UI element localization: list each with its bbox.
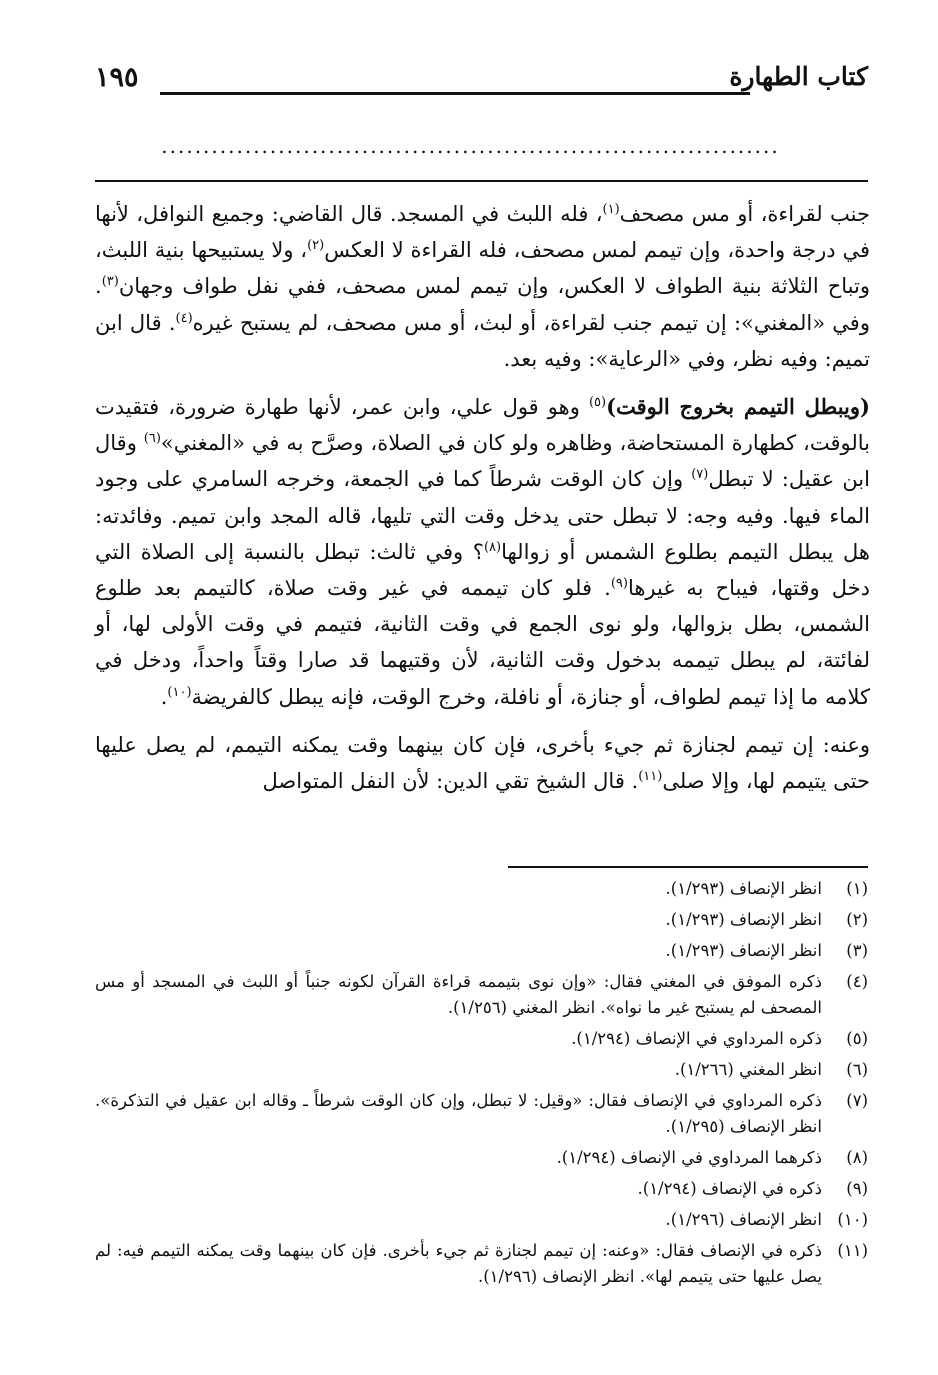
header-rule: [160, 92, 750, 95]
text-span: . قال ابن تميم: وفيه نظر، وفي «الرعاية»: وفيه بعد.: [95, 310, 870, 371]
text-span: ، فله اللبث في المسجد. قال القاضي: وجميع النوافل، لأنها في درجة واحدة، وإن تيمم لمس مصحف، فله القراءة لا العكس: [95, 202, 870, 263]
footnote-text: ذكره في الإنصاف فقال: «وعنه: إن تيمم لجنازة ثم جيء بأخرى. فإن كان بينهما وقت يمكنه التيمم فيه: لم يصل عليها حتى يتيمم لها». انظر الإنصاف (١/٢٩٦).: [95, 1241, 822, 1286]
footnote-text: ذكره المرداوي في الإنصاف (١/٢٩٤).: [571, 1029, 822, 1048]
footnote-ref: (٣): [101, 274, 119, 290]
footnote-ref: (١٠): [167, 684, 192, 700]
footnote-number: (١١): [837, 1241, 868, 1260]
footnote-ref: (١١): [638, 769, 663, 785]
footnote-item: [95, 938, 868, 964]
footnote-ref: (٢): [307, 238, 325, 254]
footnote-item: [95, 1026, 868, 1052]
text-span: جنب لقراءة، أو مس مصحف: [619, 202, 870, 226]
page-number: ١٩٥: [95, 62, 139, 93]
footnote-number: (٧): [846, 1091, 868, 1110]
footnote-text: ذكره الموفق في المغني فقال: «وإن نوى بتيممه قراءة القرآن لكونه جنباً أو اللبث في المسجد أو مس المصحف لم يستبح غير ما نواه». انظر المغني (١/٢٥٦).: [95, 972, 822, 1017]
text-span: . وفي «المغني»: إن تيمم جنب لقراءة، أو لبث، أو مس مصحف، لم يستبح غيره: [95, 274, 870, 335]
footnote-number: (١٠): [837, 1210, 868, 1229]
footnote-ref: (١): [602, 202, 620, 217]
text-span: وإن كان الوقت شرطاً كما في الجمعة، وخرجه السامري على وجود الماء فيها. وفيه وجه: لا تبطل حتى يدخل وقت التي تليها، قاله المجد وابن تميم. وفائدته: هل يبطل التيمم بطلوع الشمس أو زوالها: [95, 467, 871, 564]
paragraph-1: [95, 196, 870, 377]
footnote-ref: (٧): [691, 467, 709, 483]
dotted-separator: ..........................................................................: [161, 134, 780, 154]
paragraph-3: [95, 727, 870, 799]
footnote-rule: [508, 866, 868, 868]
footnote-item: [95, 1238, 868, 1290]
footnote-ref: (٩): [610, 576, 628, 592]
footnote-item: [95, 876, 868, 902]
footnote-text: انظر الإنصاف (١/٢٩٦).: [665, 1210, 822, 1229]
footnote-number: (٢): [846, 910, 868, 929]
footnotes-list: [95, 876, 868, 1295]
footnote-text: انظر الإنصاف (١/٢٩٣).: [665, 910, 822, 929]
footnote-item: [95, 969, 868, 1021]
footnote-ref: (٨): [483, 539, 502, 555]
text-span: وقال ابن عقيل: لا تبطل: [95, 431, 870, 492]
footnote-item: [95, 1207, 868, 1233]
footnote-text: ذكرهما المرداوي في الإنصاف (١/٢٩٤).: [556, 1148, 822, 1167]
footnote-number: (٨): [846, 1148, 868, 1167]
footnote-item: [95, 1145, 868, 1171]
text-span: .: [160, 684, 168, 709]
footnote-number: (٩): [846, 1179, 868, 1198]
footnote-number: (٤): [846, 972, 868, 991]
footnote-item: [95, 1176, 868, 1202]
main-text: [95, 196, 870, 799]
footnote-text: انظر الإنصاف (١/٢٩٣).: [665, 941, 822, 960]
text-span: ؟ وفي ثالث: تبطل بالنسبة إلى الصلاة التي دخل وقتها، فيباح به غيرها: [95, 539, 871, 601]
footnote-ref: (٤): [175, 310, 193, 326]
footnote-text: ذكره المرداوي في الإنصاف فقال: «وقيل: لا تبطل، وإن كان الوقت شرطاً ـ وقاله ابن عقيل في التذكرة». انظر الإنصاف (١/٢٩٥).: [95, 1091, 822, 1136]
footnote-number: (٦): [846, 1060, 868, 1079]
footnote-text: ذكره في الإنصاف (١/٢٩٤).: [637, 1179, 822, 1198]
text-span: . فلو كان تيممه في غير وقت صلاة، كالتيمم بعد طلوع الشمس، بطل بزوالها، ولو نوى الجمع في وقت الثانية، فتيمم في وقت الأولى لها، أو لفائتة، لم يبطل تيممه بدخول وقت الثانية، لأن وقتيهما قد صارا وقتاً واحداً، ودخل في كلامه ما إذا تيمم لطواف، أو جنازة، أو نافلة، وخرج الوقت، فإنه يبطل كالفريضة: [95, 576, 870, 709]
footnote-number: (١): [846, 879, 868, 898]
text-span: وعنه: إن تيمم لجنازة ثم جيء بأخرى، فإن كان بينهما وقت يمكنه التيمم، لم يصل عليها حتى يتيمم لها، وإلا صلى: [95, 732, 870, 794]
footnote-item: [95, 907, 868, 933]
footnote-ref: (٦): [143, 431, 161, 447]
running-title: كتاب الطهارة: [729, 62, 868, 91]
footnote-item: [95, 1088, 868, 1140]
text-span: وهو قول علي، وابن عمر، لأنها طهارة ضرورة، فتقيدت بالوقت، كطهارة المستحاضة، وظاهره ولو كان في الصلاة، وصرَّح به في «المغني»: [95, 395, 870, 456]
footnote-number: (٣): [846, 941, 868, 960]
footnote-ref: (٥): [588, 395, 607, 411]
footnote-number: (٥): [846, 1029, 868, 1048]
paragraph-2: [95, 389, 870, 715]
text-top-rule: [95, 180, 868, 182]
footnote-text: انظر الإنصاف (١/٢٩٣).: [665, 879, 822, 898]
section-heading: (ويبطل التيمم بخروج الوقت): [606, 394, 870, 420]
footnote-text: انظر المغني (١/٢٦٦).: [674, 1060, 822, 1079]
text-span: . قال الشيخ تقي الدين: لأن النفل المتواصل: [262, 769, 639, 794]
text-span: ، ولا يستبيحها بنية اللبث، وتباح الثلاثة بنية الطواف لا العكس، وإن تيمم لمس مصحف، ففي نفل طواف وجهان: [95, 238, 870, 299]
footnote-item: [95, 1057, 868, 1083]
